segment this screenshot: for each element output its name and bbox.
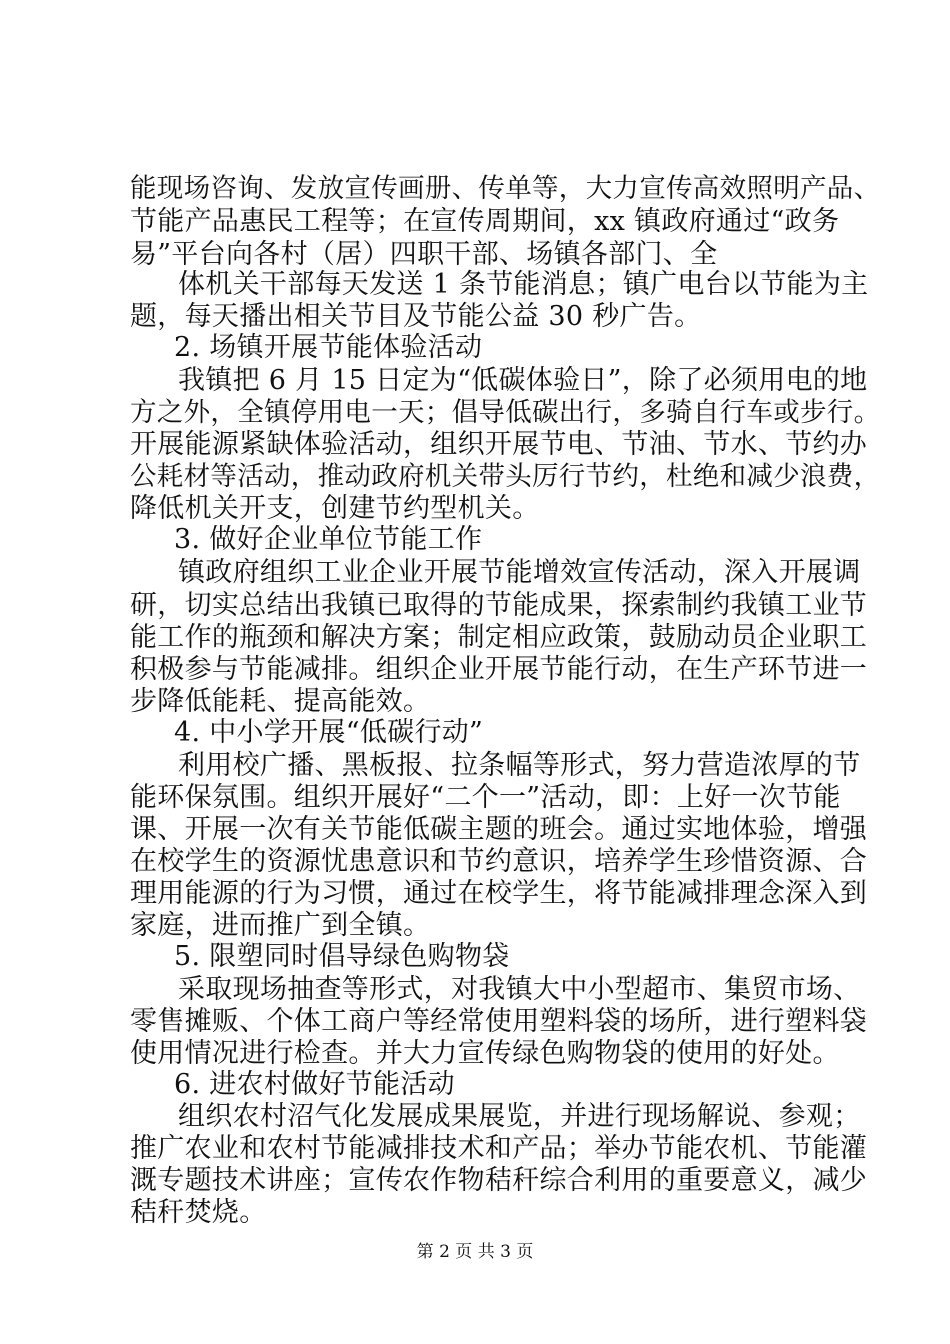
section-heading: 3. 做好企业单位节能工作: [174, 524, 483, 555]
paragraph-line: 研，切实总结出我镇已取得的节能成果，探索制约我镇工业节: [130, 590, 868, 621]
paragraph-line: 体机关干部每天发送 1 条节能消息；镇广电台以节能为主: [178, 269, 869, 300]
paragraph-line: 易”平台向各村（居）四职干部、场镇各部门、全: [130, 239, 718, 270]
paragraph-line: 课、开展一次有关节能低碳主题的班会。通过实地体验，增强: [130, 814, 868, 845]
section-heading: 5. 限塑同时倡导绿色购物袋: [174, 941, 510, 972]
paragraph-line: 利用校广播、黑板报、拉条幅等形式，努力营造浓厚的节: [178, 750, 861, 781]
paragraph-line: 组织农村沼气化发展成果展览，并进行现场解说、参观；: [178, 1101, 861, 1132]
paragraph-line: 采取现场抽查等形式，对我镇大中小型超市、集贸市场、: [178, 974, 861, 1005]
paragraph-line: 我镇把 6 月 15 日定为“低碳体验日”，除了必须用电的地: [178, 365, 868, 396]
paragraph-line: 题，每天播出相关节目及节能公益 30 秒广告。: [130, 301, 702, 332]
paragraph-line: 溉专题技术讲座；宣传农作物秸秆综合利用的重要意义，减少: [130, 1165, 868, 1196]
paragraph-line: 零售摊贩、个体工商户等经常使用塑料袋的场所，进行塑料袋: [130, 1006, 868, 1037]
section-heading: 4. 中小学开展“低碳行动”: [174, 717, 484, 748]
paragraph-line: 在校学生的资源忧患意识和节约意识，培养学生珍惜资源、合: [130, 846, 868, 877]
paragraph-line: 能现场咨询、发放宣传画册、传单等，大力宣传高效照明产品、: [130, 173, 881, 204]
paragraph-line: 秸秆焚烧。: [130, 1197, 267, 1228]
page-footer: 第 2 页 共 3 页: [416, 1242, 534, 1262]
paragraph-line: 能工作的瓶颈和解决方案；制定相应政策，鼓励动员企业职工: [130, 622, 868, 653]
paragraph-line: 理用能源的行为习惯，通过在校学生，将节能减排理念深入到: [130, 878, 868, 909]
paragraph-line: 降低机关开支，创建节约型机关。: [130, 493, 540, 524]
paragraph-line: 方之外，全镇停用电一天；倡导低碳出行，多骑自行车或步行。: [130, 397, 881, 428]
section-heading: 2. 场镇开展节能体验活动: [174, 332, 483, 363]
paragraph-line: 节能产品惠民工程等；在宣传周期间，xx 镇政府通过“政务: [130, 206, 840, 237]
paragraph-line: 公耗材等活动，推动政府机关带头厉行节约，杜绝和减少浪费，: [130, 461, 881, 492]
paragraph-line: 家庭，进而推广到全镇。: [130, 910, 431, 941]
paragraph-line: 开展能源紧缺体验活动，组织开展节电、节油、节水、节约办: [130, 429, 868, 460]
paragraph-line: 能环保氛围。组织开展好“二个一”活动，即：上好一次节能: [130, 782, 841, 813]
paragraph-line: 使用情况进行检查。并大力宣传绿色购物袋的使用的好处。: [130, 1038, 840, 1069]
paragraph-line: 镇政府组织工业企业开展节能增效宣传活动，深入开展调: [178, 557, 861, 588]
paragraph-line: 积极参与节能减排。组织企业开展节能行动，在生产环节进一: [130, 654, 868, 685]
paragraph-line: 推广农业和农村节能减排技术和产品；举办节能农机、节能灌: [130, 1133, 868, 1164]
section-heading: 6. 进农村做好节能活动: [174, 1069, 455, 1100]
paragraph-line: 步降低能耗、提高能效。: [130, 686, 431, 717]
